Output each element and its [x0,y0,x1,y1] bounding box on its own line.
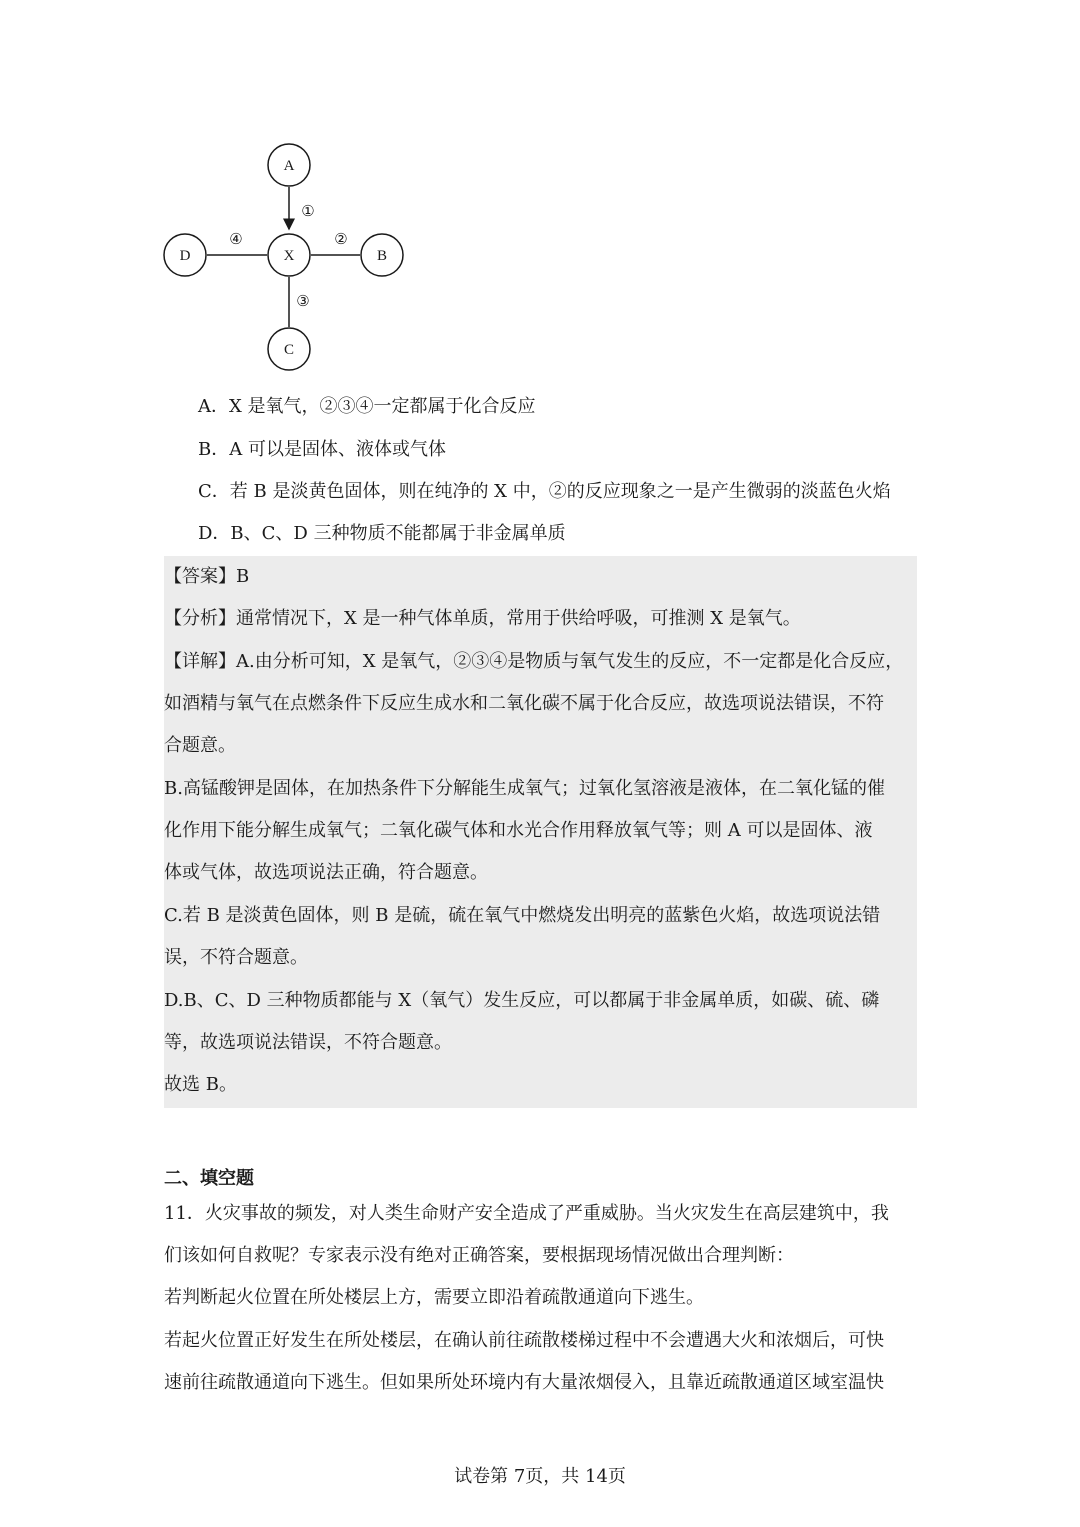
node-b-label: B [376,248,388,264]
question-line: 速前往疏散通道向下逃生。但如果所处环境内有大量浓烟侵入，且靠近疏散通道区域室温快 [164,1372,884,1393]
option-c: C．若 B 是淡黄色固体，则在纯净的 X 中，②的反应现象之一是产生微弱的淡蓝色火焰 [198,481,891,502]
option-b: B．A 可以是固体、液体或气体 [198,439,446,460]
section-title: 二、填空题 [164,1168,254,1189]
detail-line: B.高锰酸钾是固体，在加热条件下分解能生成氧气；过氧化氢溶液是液体，在二氧化锰的催 [164,778,885,799]
edge-label-2: ② [334,232,348,248]
answer-line: 【答案】B [164,566,250,587]
node-c-label: C [283,342,295,358]
detail-line: D.B、C、D 三种物质都能与 X（氧气）发生反应，可以都属于非金属单质，如碳、硫、磷 [164,990,880,1011]
question-line: 若判断起火位置在所处楼层上方，需要立即沿着疏散通道向下逃生。 [164,1287,704,1308]
diagram-svg [150,130,430,380]
page-footer: 试卷第 7页，共 14页 [454,1466,626,1487]
detail-line: C.若 B 是淡黄色固体，则 B 是硫，硫在氧气中燃烧发出明亮的蓝紫色火焰，故选项说法错 [164,905,881,926]
node-x-label: X [283,248,295,264]
edge-label-1: ① [301,204,315,220]
analysis-line: 【分析】通常情况下，X 是一种气体单质，常用于供给呼吸，可推测 X 是氧气。 [164,608,801,629]
edge-label-4: ④ [229,232,243,248]
question-line: 若起火位置正好发生在所处楼层，在确认前往疏散楼梯过程中不会遭遇大火和浓烟后，可快 [164,1330,884,1351]
option-a: A．X 是氧气，②③④一定都属于化合反应 [198,396,536,417]
option-d: D．B、C、D 三种物质不能都属于非金属单质 [198,523,566,544]
question-line: 11．火灾事故的频发，对人类生命财产安全造成了严重威胁。当火灾发生在高层建筑中，我 [164,1203,889,1224]
conclusion-line: 故选 B。 [164,1074,237,1095]
reaction-diagram [150,130,430,380]
node-a-label: A [283,158,295,174]
question-line: 们该如何自救呢？专家表示没有绝对正确答案，要根据现场情况做出合理判断： [164,1245,794,1266]
detail-line: 【详解】A.由分析可知，X 是氧气，②③④是物质与氧气发生的反应，不一定都是化合反应， [164,651,904,672]
detail-line: 等，故选项说法错误，不符合题意。 [164,1032,452,1053]
node-d-label: D [179,248,191,264]
edge-label-3: ③ [296,294,310,310]
detail-line: 化作用下能分解生成氧气；二氧化碳气体和水光合作用释放氧气等；则 A 可以是固体、液 [164,820,873,841]
detail-line: 误，不符合题意。 [164,947,308,968]
detail-line: 体或气体，故选项说法正确，符合题意。 [164,862,488,883]
detail-line: 合题意。 [164,735,236,756]
detail-line: 如酒精与氧气在点燃条件下反应生成水和二氧化碳不属于化合反应，故选项说法错误，不符 [164,693,884,714]
